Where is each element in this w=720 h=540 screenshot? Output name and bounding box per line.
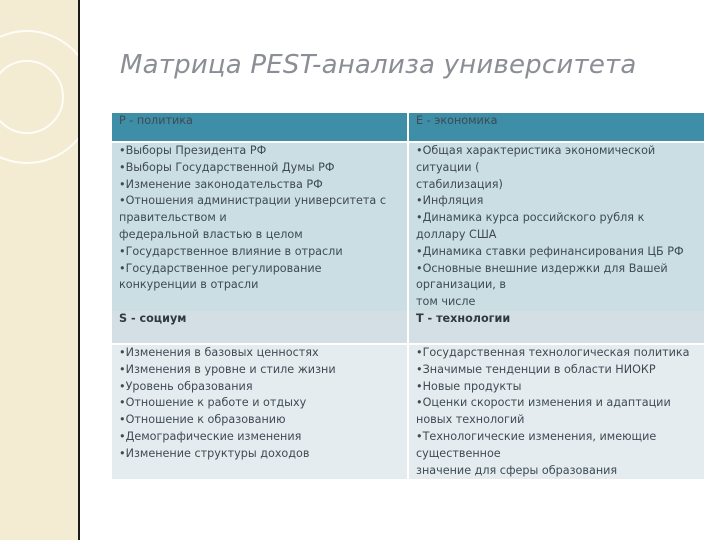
list-item: •Изменение структуры доходов <box>119 446 310 460</box>
list-item: стабилизация) <box>416 177 503 191</box>
list-item: •Изменение законодательства РФ <box>119 177 323 191</box>
list-item: •Государственная технологическая политика <box>416 345 690 359</box>
list-item: доллару США <box>416 227 497 241</box>
list-item: том числе <box>416 295 476 309</box>
technology-cell <box>408 344 704 479</box>
list-item: значение для сферы образования <box>416 463 618 477</box>
list-item: •Уровень образования <box>119 379 253 393</box>
list-item: ситуации ( <box>416 160 480 174</box>
list-item: •Государственное регулирование <box>119 261 322 275</box>
list-item: •Инфляция <box>416 194 484 208</box>
social-header: S - социум <box>112 311 408 344</box>
header-row-middle <box>112 311 704 344</box>
list-item: •Выборы Государственной Думы РФ <box>119 160 335 174</box>
list-item: •Демографические изменения <box>119 429 302 443</box>
economic-header: E - экономика <box>408 113 704 142</box>
list-item: конкуренции в отрасли <box>119 278 259 292</box>
list-item: •Общая характеристика экономической <box>416 144 656 157</box>
list-item: •Основные внешние издержки для Вашей <box>416 261 668 275</box>
list-item: существенное <box>416 446 501 460</box>
list-item: •Динамика ставки рефинансирования ЦБ РФ <box>416 244 684 258</box>
list-item: •Изменения в базовых ценностях <box>119 345 319 359</box>
list-item: •Отношения администрации университета с <box>119 194 386 208</box>
band-divider-line <box>78 0 80 540</box>
technology-header: T - технологии <box>408 311 704 344</box>
economic-cell <box>408 142 704 311</box>
list-item: •Новые продукты <box>416 379 522 393</box>
list-item: •Динамика курса российского рубля к <box>416 211 645 225</box>
list-item: •Отношение к образованию <box>119 413 286 427</box>
list-item: •Значимые тенденции в области НИОКР <box>416 362 656 376</box>
list-item: новых технологий <box>416 413 525 427</box>
list-item: •Государственное влияние в отрасли <box>119 244 343 258</box>
list-item: организации, в <box>416 278 506 292</box>
header-row-top <box>112 113 704 142</box>
political-cell <box>112 142 408 311</box>
political-header: P - политика <box>112 113 408 142</box>
list-item: •Отношение к работе и отдыху <box>119 396 307 410</box>
list-item: •Изменения в уровне и стиле жизни <box>119 362 336 376</box>
list-item: •Выборы Президента РФ <box>119 144 267 157</box>
decorative-left-band <box>0 0 80 540</box>
list-item: федеральной властью в целом <box>119 227 303 241</box>
list-item: •Технологические изменения, имеющие <box>416 429 657 443</box>
social-cell <box>112 344 408 479</box>
list-item: •Оценки скорости изменения и адаптации <box>416 396 671 410</box>
list-item: правительством и <box>119 211 227 225</box>
slide-title: Матрица PEST-анализа университета <box>120 50 637 80</box>
pest-matrix-table <box>112 113 704 479</box>
content-row-top <box>112 142 704 311</box>
content-row-bottom <box>112 344 704 479</box>
